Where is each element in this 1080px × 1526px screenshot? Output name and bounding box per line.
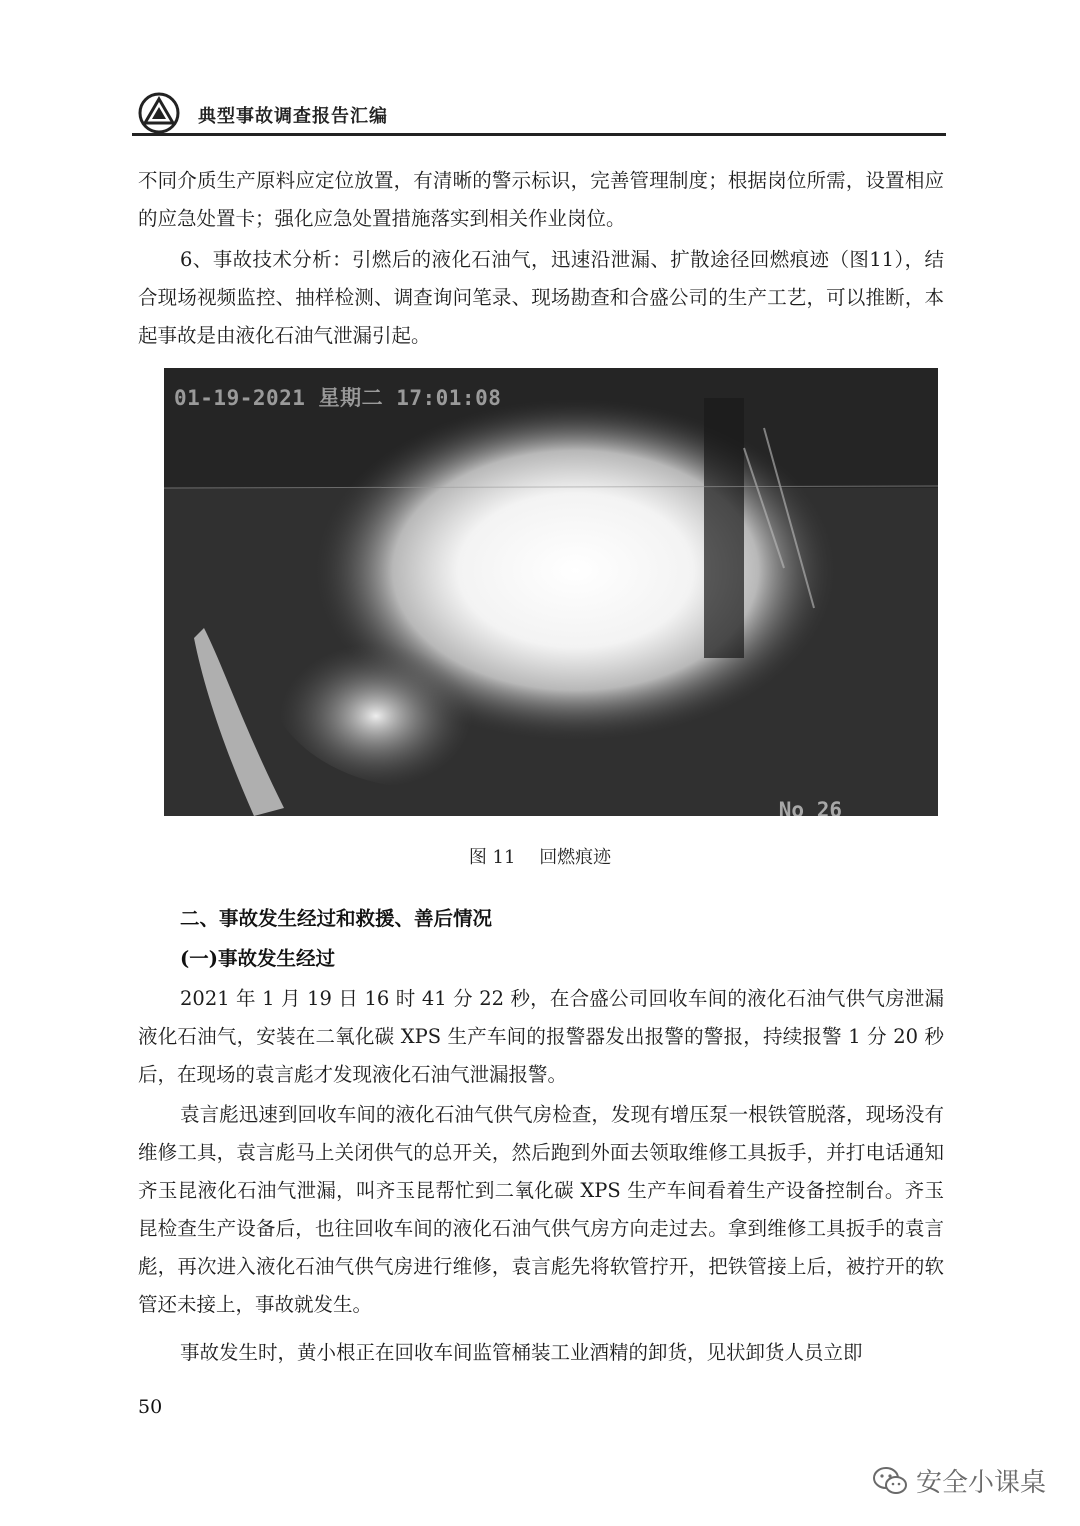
intro-paragraph: 不同介质生产原料应定位放置，有清晰的警示标识，完善管理制度；根据岗位所需，设置相应的应急处置卡；强化应急处置措施落实到相关作业岗位。 xyxy=(138,169,944,230)
wechat-icon xyxy=(872,1466,908,1496)
caption-text: 回燃痕迹 xyxy=(539,847,612,868)
watermark xyxy=(872,1462,1046,1499)
video-timestamp: 01-19-2021 星期二 17:01:08 xyxy=(174,386,502,410)
caption-number: 图 11 xyxy=(468,847,516,868)
camera-label: No 26 xyxy=(778,798,842,816)
page-header xyxy=(132,88,946,138)
header-divider xyxy=(132,133,946,136)
section-paragraph-1: 2021 年 1 月 19 日 16 时 41 分 22 秒，在合盛公司回收车间的液化石油气供气房泄漏液化石油气，安装在二氧化碳 XPS 生产车间的报警器发出报警的警报，持续报警 1 分 20 秒后，在现场的袁言彪才发现液化石油气泄漏报警。 xyxy=(138,987,944,1086)
figure-11-photo xyxy=(164,368,938,816)
page-number: 50 xyxy=(138,1396,163,1418)
section-heading: 二、事故发生经过和救援、善后情况 xyxy=(180,907,493,930)
analysis-paragraph: 6、事故技术分析：引燃后的液化石油气，迅速沿泄漏、扩散途径回燃痕迹（图11），结合现场视频监控、抽样检测、调查询问笔录、现场勘查和合盛公司的生产工艺，可以推断，本起事故是由液化石油气泄漏引起。 xyxy=(138,248,944,347)
figure-caption xyxy=(0,843,1080,869)
subsection-heading: (一)事故发生经过 xyxy=(180,947,335,970)
fire-image xyxy=(164,368,938,816)
safety-triangle-logo-icon xyxy=(136,92,182,134)
watermark-text: 安全小课桌 xyxy=(915,1468,1046,1498)
section-paragraph-3: 事故发生时，黄小根正在回收车间监管桶装工业酒精的卸货，见状卸货人员立即 xyxy=(180,1341,863,1364)
header-title: 典型事故调查报告汇编 xyxy=(198,106,388,127)
section-paragraph-2: 袁言彪迅速到回收车间的液化石油气供气房检查，发现有增压泵一根铁管脱落，现场没有维修工具，袁言彪马上关闭供气的总开关，然后跑到外面去领取维修工具扳手，并打电话通知齐玉昆液化石油气泄漏，叫齐玉昆帮忙到二氧化碳 XPS 生产车间看着生产设备控制台。齐玉昆检查生产设备后，也往回收车间的液化石油气供气房方向走过去。拿到维修工具扳手的袁言彪，再次进入液化石油气供气房进行维修，袁言彪先将软管拧开，把铁管接上后，被拧开的软管还未接上，事故就发生。 xyxy=(138,1103,944,1316)
